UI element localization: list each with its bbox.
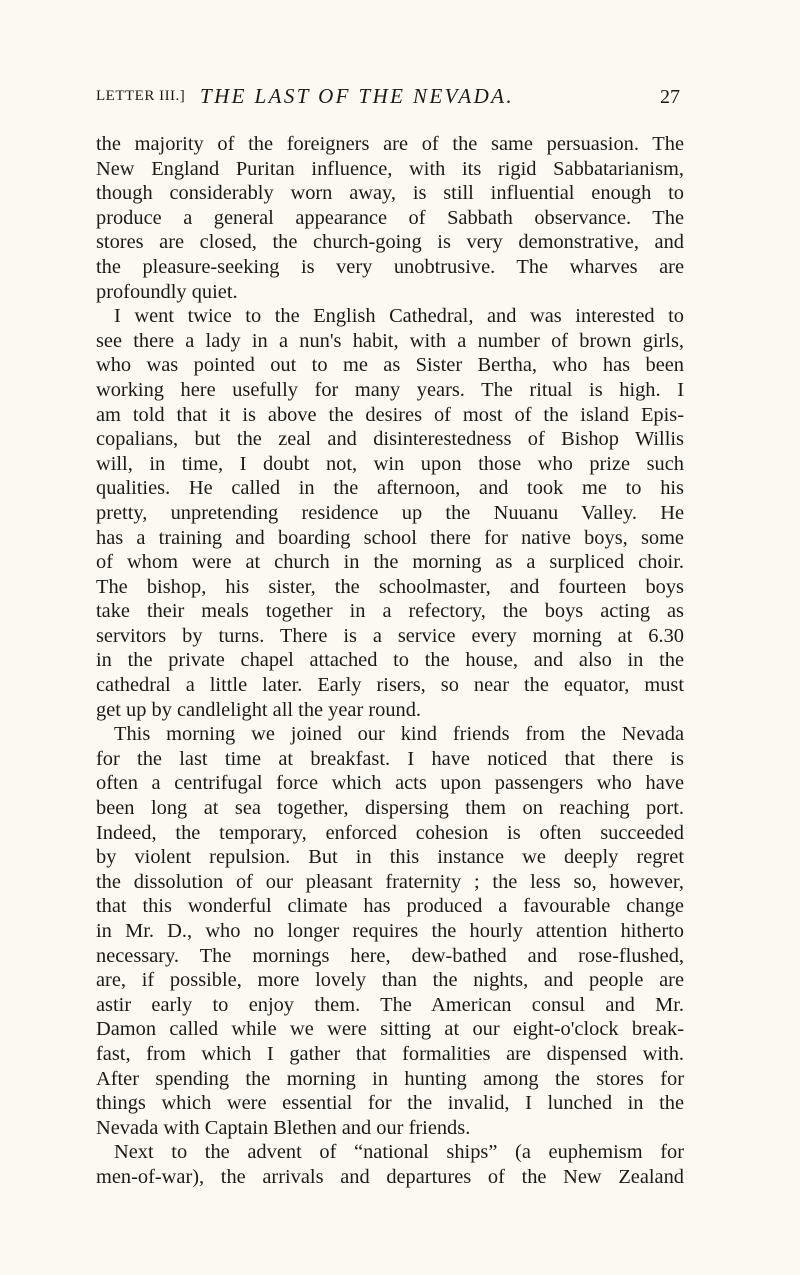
text-line: profoundly quiet.: [96, 280, 238, 303]
text-line: Damon called while we were sitting at our eight-o'clock break-: [96, 1018, 684, 1041]
text-line: stores are closed, the church-going is very demonstrative, and: [96, 231, 684, 254]
text-line: necessary. The mornings here, dew-bathed and rose-flushed,: [96, 944, 684, 967]
text-line: of whom were at church in the morning as a surpliced choir.: [96, 551, 684, 574]
text-line: often a centrifugal force which acts upon passengers who have: [96, 772, 684, 795]
running-header: [96, 84, 680, 114]
text-line: the pleasure-seeking is very unobtrusive. The wharves are: [96, 255, 684, 278]
text-line: Nevada with Captain Blethen and our friends.: [96, 1116, 471, 1139]
text-line: for the last time at breakfast. I have noticed that there is: [96, 747, 684, 770]
text-line: pretty, unpretending residence up the Nuuanu Valley. He: [96, 501, 684, 524]
text-line: by violent repulsion. But in this instance we deeply regret: [96, 846, 684, 869]
text-line: the dissolution of our pleasant fraternity ; the less so, however,: [96, 870, 684, 893]
text-line: see there a lady in a nun's habit, with a number of brown girls,: [96, 329, 684, 352]
text-line: has a training and boarding school there for native boys, some: [96, 526, 684, 549]
text-line: are, if possible, more lovely than the nights, and people are: [96, 969, 684, 992]
text-line: produce a general appearance of Sabbath observance. The: [96, 206, 684, 229]
running-title: THE LAST OF THE NEVADA.: [200, 84, 515, 108]
text-line: This morning we joined our kind friends from the Nevada: [114, 723, 684, 746]
text-line: astir early to enjoy them. The American consul and Mr.: [96, 993, 684, 1016]
text-line: cathedral a little later. Early risers, so near the equator, must: [96, 674, 684, 697]
text-line: Next to the advent of “national ships” (a euphemism for: [114, 1141, 684, 1164]
text-line: copalians, but the zeal and disinterestedness of Bishop Willis: [96, 428, 684, 451]
text-line: fast, from which I gather that formalities are dispensed with.: [96, 1042, 684, 1065]
text-line: Indeed, the temporary, enforced cohesion is often succeeded: [96, 821, 684, 844]
text-line: the majority of the foreigners are of the same persuasion. The: [96, 133, 684, 155]
text-line: get up by candlelight all the year round.: [96, 698, 422, 721]
text-line: will, in time, I doubt not, win upon those who prize such: [96, 452, 684, 475]
text-line: in Mr. D., who no longer requires the hourly attention hitherto: [96, 920, 684, 942]
text-line: men-of-war), the arrivals and departures of the New Zealand: [96, 1165, 684, 1188]
text-line: The bishop, his sister, the schoolmaster, and fourteen boys: [96, 575, 684, 598]
text-line: things which were essential for the invalid, I lunched in the: [96, 1092, 684, 1115]
text-line: been long at sea together, dispersing them on reaching port.: [96, 797, 684, 820]
text-line: that this wonderful climate has produced a favourable change: [96, 895, 684, 918]
text-line: am told that it is above the desires of most of the island Epis-: [96, 403, 684, 426]
chapter-reference: LETTER III.]: [96, 88, 186, 104]
text-line: working here usefully for many years. The ritual is high. I: [96, 378, 684, 401]
text-line: in the private chapel attached to the house, and also in the: [96, 649, 684, 672]
text-line: who was pointed out to me as Sister Bertha, who has been: [96, 354, 684, 377]
text-line: though considerably worn away, is still influential enough to: [96, 182, 684, 205]
text-line: After spending the morning in hunting among the stores for: [96, 1067, 684, 1090]
text-line: servitors by turns. There is a service every morning at 6.30: [96, 624, 684, 647]
page-number: 27: [660, 86, 680, 108]
text-line: take their meals together in a refectory, the boys acting as: [96, 600, 684, 623]
body-text: [96, 132, 684, 1190]
text-line: New England Puritan influence, with its rigid Sabbatarianism,: [96, 157, 684, 180]
text-line: qualities. He called in the afternoon, and took me to his: [96, 477, 684, 500]
text-line: I went twice to the English Cathedral, and was interested to: [114, 305, 684, 328]
